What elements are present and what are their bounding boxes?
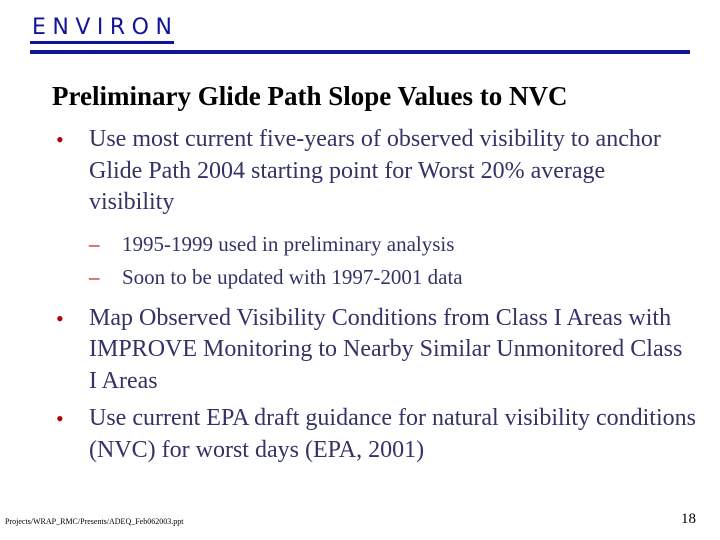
bullet-text: Map Observed Visibility Conditions from Class I Areas with IMPROVE Monitoring to Nearby Similar Unmonitored Class I Areas (89, 304, 683, 394)
bullet-list (56, 124, 696, 466)
bullet-item (56, 124, 696, 294)
sub-bullet-item (89, 261, 696, 294)
logo-text: ENVIRON (32, 15, 179, 40)
bullet-item (56, 303, 696, 398)
dash-icon: – (89, 264, 100, 289)
sub-bullet-list (89, 228, 696, 294)
header-rule (30, 50, 690, 54)
bullet-dot-icon: • (56, 127, 64, 152)
slide-title: Preliminary Glide Path Slope Values to NVC (52, 81, 568, 111)
bullet-text: Use current EPA draft guidance for natural visibility conditions (NVC) for worst days (EPA, 2001) (89, 405, 696, 463)
bullet-dot-icon: • (56, 305, 64, 331)
bullet-text: Use most current five-years of observed visibility to anchor Glide Path 2004 starting point for Worst 20% average visibility (89, 126, 661, 215)
sub-bullet-item (89, 228, 696, 261)
dash-icon: – (89, 231, 100, 256)
sub-bullet-text: Soon to be updated with 1997-2001 data (122, 264, 463, 289)
environ-logo (30, 15, 179, 44)
sub-bullet-text: 1995-1999 used in preliminary analysis (122, 231, 455, 256)
bullet-dot-icon: • (56, 406, 64, 431)
page-number: 18 (681, 511, 696, 527)
footer-file-path: Projects/WRAP_RMC/Presents/ADEQ_Feb062003.ppt (5, 517, 184, 526)
bullet-item (56, 403, 696, 466)
